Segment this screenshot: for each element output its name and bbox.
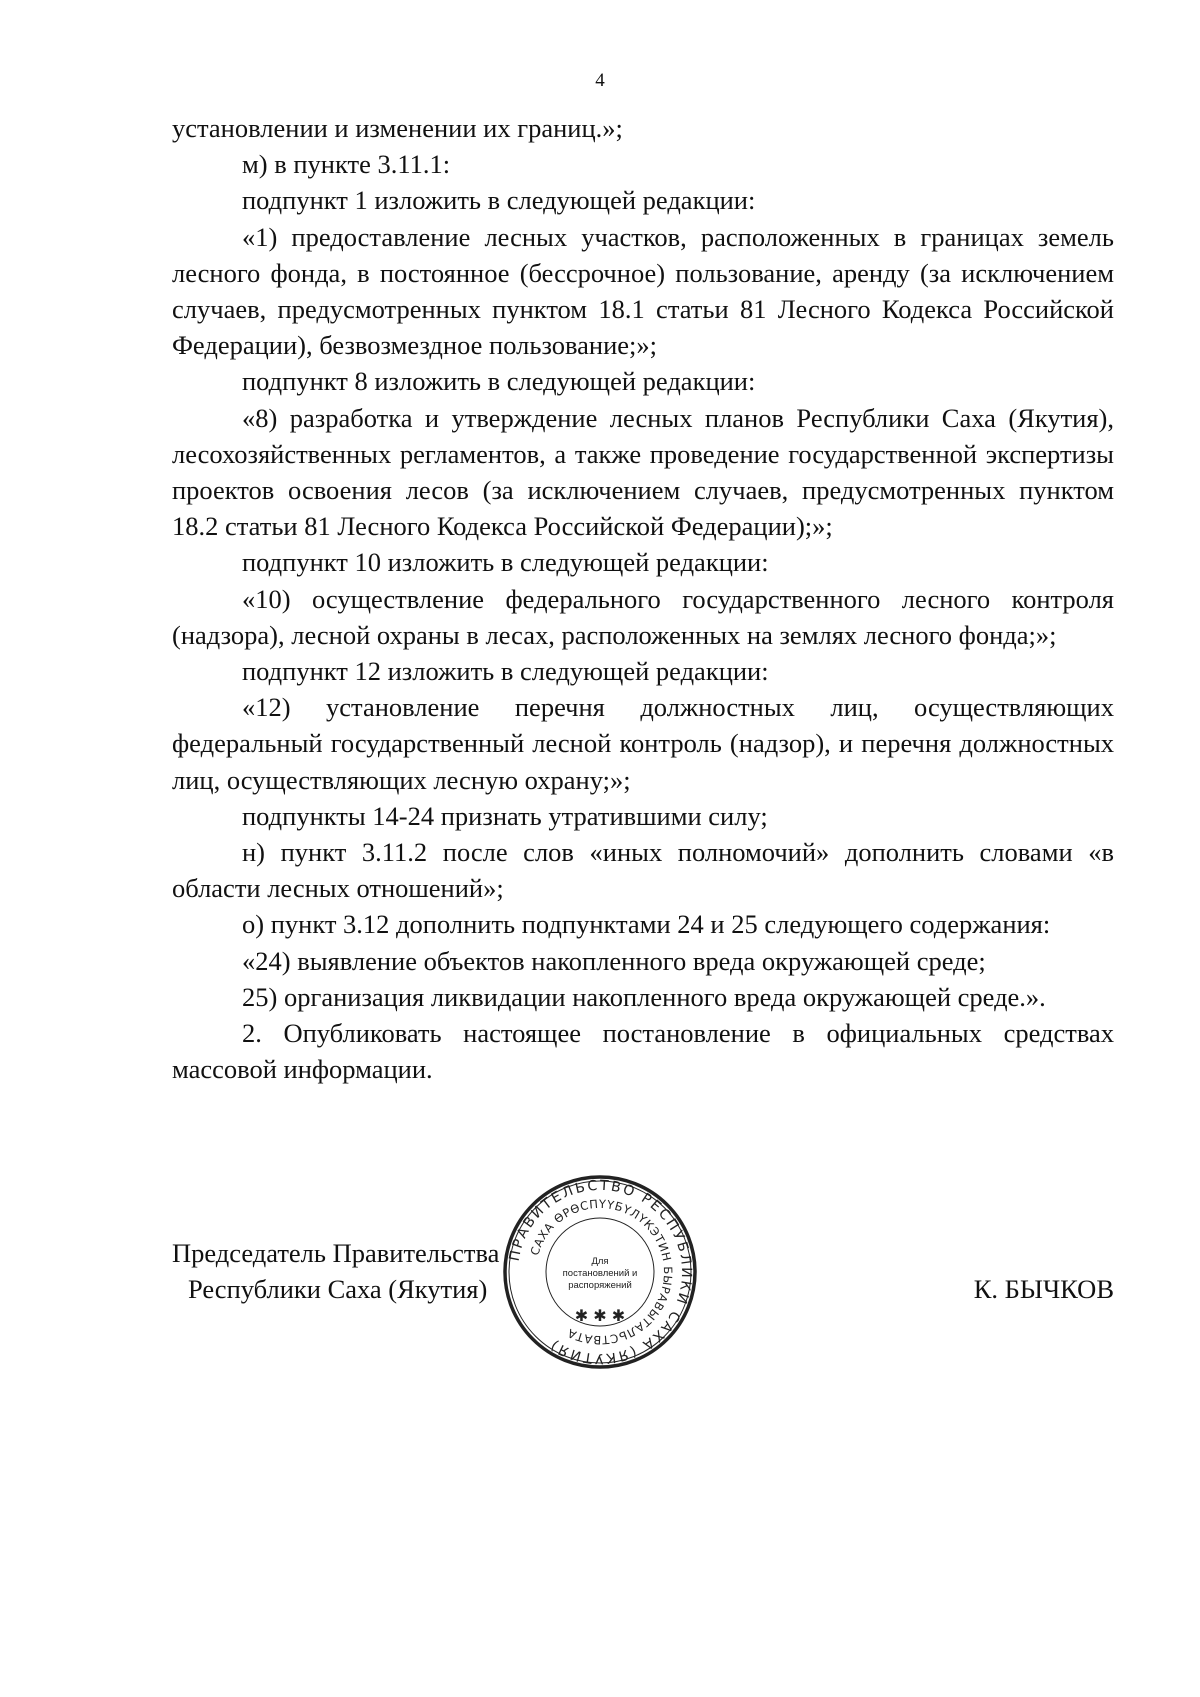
seal-center-line-3: распоряжений <box>568 1280 632 1291</box>
paragraph-4: «1) предоставление лесных участков, расположенных в границах земель лесного фонда, в постоянное (бессрочное) пользование, аренду (за исключением случаев, предусмотренных пунктом 18.1 статьи 81 Лесного Кодекса Российской Федерации), безвозмездное пользование;»; <box>172 221 1114 361</box>
paragraph-13: о) пункт 3.12 дополнить подпунктами 24 и 25 следующего содержания: <box>242 909 1051 940</box>
paragraph-12: н) пункт 3.11.2 после слов «иных полномочий» дополнить словами «в области лесных отношений»; <box>172 837 1114 904</box>
paragraph-1: установлении и изменении их границ.»; <box>172 113 623 143</box>
paragraph-15: 25) организация ликвидации накопленного вреда окружающей среде.». <box>242 981 1046 1012</box>
paragraph-5: подпункт 8 изложить в следующей редакции: <box>242 366 756 397</box>
paragraph-11: подпункты 14-24 признать утратившими силу; <box>242 800 768 831</box>
seal-center <box>556 1246 644 1302</box>
signatory-title-line-2: Республики Саха (Якутия) <box>188 1274 488 1304</box>
signatory-title-line-1: Председатель Правительства <box>172 1238 500 1268</box>
seal-stars: ✱ ✱ ✱ <box>574 1306 626 1325</box>
paragraph-2: м) в пункте 3.11.1: <box>242 149 451 180</box>
paragraph-14: «24) выявление объектов накопленного вреда окружающей среде; <box>242 945 986 976</box>
paragraph-6: «8) разработка и утверждение лесных планов Республики Саха (Якутия), лесохозяйственных регламентов, а также проведение государственной экспертизы проектов освоения лесов (за исключением случаев, предусмотренных пунктом 18.2 статьи 81 Лесного Кодекса Российской Федерации);»; <box>172 402 1114 542</box>
signatory-title <box>172 1235 499 1307</box>
seal-outer-text: ПРАВИТЕЛЬСТВО РЕСПУБЛИКИ САХА (ЯКУТИЯ) <box>506 1177 695 1367</box>
paragraph-9: подпункт 12 изложить в следующей редакции: <box>242 656 769 687</box>
paragraph-8: «10) осуществление федерального государственного лесного контроля (надзора), лесной охраны в лесах, расположенных на землях лесного фонда;»; <box>172 583 1114 650</box>
signatory-name: К. БЫЧКОВ <box>973 1274 1114 1304</box>
document-body <box>172 110 1114 1087</box>
seal-center-line-2: постановлений и <box>562 1268 638 1279</box>
paragraph-16: 2. Опубликовать настоящее постановление в официальных средствах массовой информации. <box>172 1018 1114 1085</box>
paragraph-10: «12) установление перечня должностных лиц, осуществляющих федеральный государственный лесной контроль (надзор), и перечня должностных лиц, осуществляющих лесную охрану;»; <box>172 692 1114 795</box>
seal-inner-ring-text: САХА ӨРӨСПҮҮБҮЛҮКЭТИН БЫРАВЫТАЛЬСТВАТА <box>527 1196 676 1348</box>
official-seal <box>502 1174 698 1370</box>
paragraph-7: подпункт 10 изложить в следующей редакции: <box>242 547 769 578</box>
paragraph-3: подпункт 1 изложить в следующей редакции: <box>242 185 756 216</box>
page-number: 4 <box>595 70 605 91</box>
seal-center-line-1: Для <box>591 1256 609 1267</box>
